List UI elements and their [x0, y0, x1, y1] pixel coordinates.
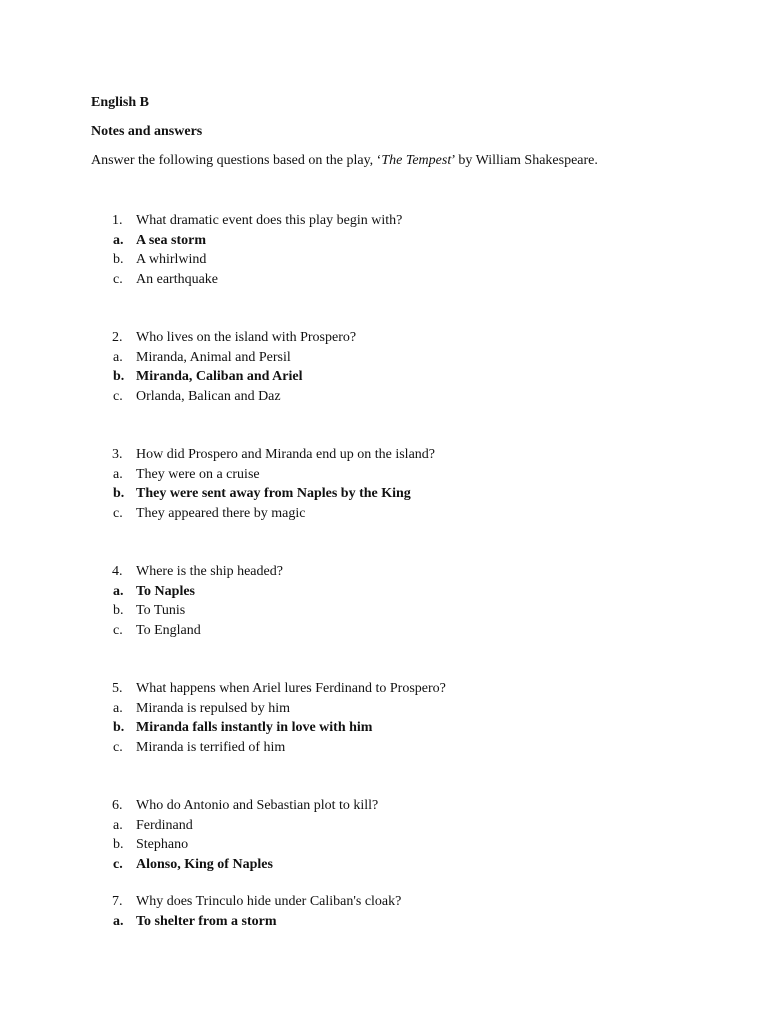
question-3	[0, 445, 768, 523]
answer-option	[0, 621, 768, 641]
option-text: They were sent away from Naples by the King	[136, 486, 411, 501]
option-text: Miranda is repulsed by him	[136, 700, 290, 716]
option-text: To Naples	[136, 583, 196, 599]
option-letter: b.	[113, 837, 124, 852]
answer-option	[0, 484, 768, 504]
option-letter: a.	[113, 913, 124, 929]
option-text: Miranda is terrified of him	[136, 739, 286, 755]
question-line	[0, 328, 768, 348]
question-4	[0, 562, 768, 640]
option-text: Alonso, King of Naples	[136, 856, 273, 872]
answer-option	[0, 504, 768, 524]
option-text: Stephano	[136, 837, 189, 852]
answer-option	[0, 231, 768, 251]
answer-option	[0, 912, 768, 932]
option-text: To shelter from a storm	[136, 913, 277, 929]
answer-option	[0, 601, 768, 621]
option-letter: b.	[113, 486, 125, 501]
question-2	[0, 328, 768, 406]
question-number: 1.	[112, 213, 123, 228]
option-letter: b.	[113, 720, 125, 735]
question-5	[0, 679, 768, 757]
question-text: Who do Antonio and Sebastian plot to kill?	[136, 798, 379, 813]
intro-paragraph	[91, 152, 598, 170]
question-text: Where is the ship headed?	[136, 564, 283, 579]
play-title: The Tempest	[381, 153, 452, 168]
question-number: 7.	[112, 894, 123, 909]
option-letter: c.	[113, 271, 123, 287]
option-text: A whirlwind	[136, 252, 207, 267]
section-heading: Notes and answers	[91, 124, 203, 139]
option-letter: c.	[113, 856, 123, 872]
question-text: What happens when Ariel lures Ferdinand to Prospero?	[136, 681, 446, 696]
question-6	[0, 796, 768, 874]
answer-option	[0, 835, 768, 855]
option-letter: a.	[113, 583, 124, 599]
answer-option	[0, 465, 768, 485]
option-text: To Tunis	[136, 603, 186, 618]
answer-option	[0, 250, 768, 270]
option-text: Orlanda, Balican and Daz	[136, 388, 281, 404]
option-letter: a.	[113, 232, 124, 248]
option-text: Miranda, Caliban and Ariel	[136, 369, 303, 384]
intro-text-after: ’ by William Shakespeare.	[451, 153, 598, 168]
answer-option	[0, 816, 768, 836]
answer-option	[0, 582, 768, 602]
option-letter: c.	[113, 739, 123, 755]
answer-option	[0, 367, 768, 387]
answer-option	[0, 718, 768, 738]
answer-option	[0, 387, 768, 407]
question-number: 4.	[112, 564, 123, 579]
option-text: An earthquake	[136, 271, 219, 287]
question-line	[0, 796, 768, 816]
question-line	[0, 679, 768, 699]
answer-option	[0, 855, 768, 875]
question-text: Who lives on the island with Prospero?	[136, 330, 357, 345]
option-letter: a.	[113, 466, 123, 482]
question-number: 3.	[112, 447, 123, 462]
question-text: What dramatic event does this play begin with?	[136, 213, 403, 228]
option-letter: b.	[113, 603, 124, 618]
question-number: 6.	[112, 798, 123, 813]
option-letter: a.	[113, 349, 123, 365]
answer-option	[0, 348, 768, 368]
question-line	[0, 892, 768, 912]
option-letter: a.	[113, 700, 123, 716]
question-7	[0, 892, 768, 931]
question-number: 5.	[112, 681, 123, 696]
intro-text-before: Answer the following questions based on the play, ‘	[91, 153, 382, 168]
option-letter: a.	[113, 817, 123, 833]
question-line	[0, 562, 768, 582]
option-text: They appeared there by magic	[136, 505, 306, 521]
option-text: Miranda falls instantly in love with him	[136, 720, 373, 735]
option-letter: c.	[113, 622, 123, 638]
option-text: To England	[136, 622, 201, 638]
subject-heading: English B	[91, 95, 149, 110]
question-line	[0, 211, 768, 231]
answer-option	[0, 699, 768, 719]
option-letter: b.	[113, 252, 124, 267]
option-letter: b.	[113, 369, 125, 384]
option-text: A sea storm	[136, 232, 206, 248]
answer-option	[0, 270, 768, 290]
question-1	[0, 211, 768, 289]
answer-option	[0, 738, 768, 758]
option-letter: c.	[113, 388, 123, 404]
question-number: 2.	[112, 330, 123, 345]
option-text: Ferdinand	[136, 817, 193, 833]
option-letter: c.	[113, 505, 123, 521]
option-text: Miranda, Animal and Persil	[136, 349, 291, 365]
question-text: How did Prospero and Miranda end up on the island?	[136, 447, 435, 462]
question-line	[0, 445, 768, 465]
question-text: Why does Trinculo hide under Caliban's cloak?	[136, 894, 402, 909]
option-text: They were on a cruise	[136, 466, 260, 482]
